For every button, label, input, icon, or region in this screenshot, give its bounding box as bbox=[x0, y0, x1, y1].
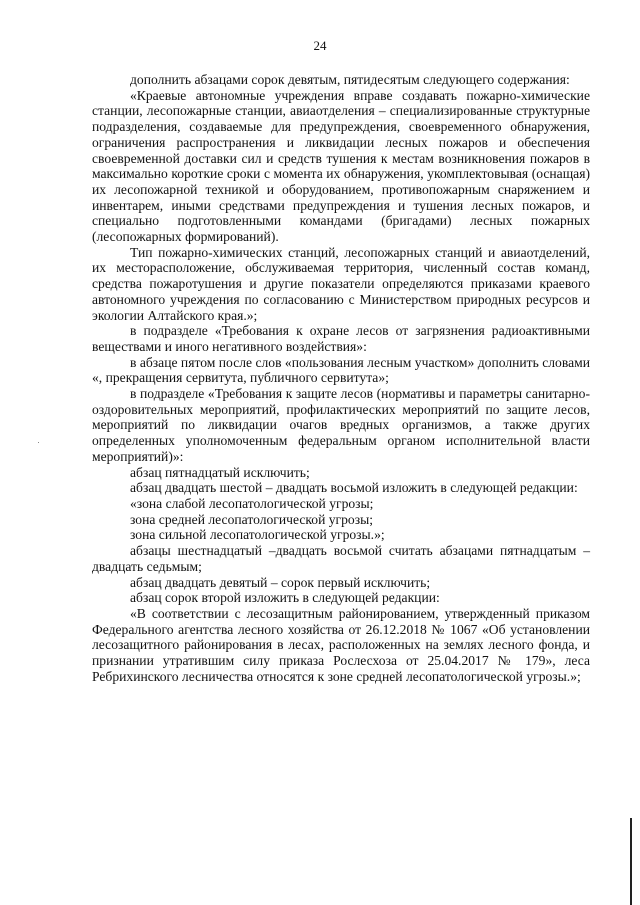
paragraph: Тип пожарно-химических станций, лесопожарных станций и авиаотделений, их месторасположение, обслуживаемая территория, численный состав команд, средства пожаротушения и другие показатели определяются приказами краевого автономного учреждения по согласованию с Министерством природных ресурсов и экологии Алтайского края.»; bbox=[92, 244, 590, 323]
paragraph: «зона слабой лесопатологической угрозы; bbox=[130, 495, 374, 511]
paragraph: зона средней лесопатологической угрозы; bbox=[130, 511, 374, 527]
paragraph: дополнить абзацами сорок девятым, пятидесятым следующего содержания: bbox=[130, 72, 570, 87]
paragraph: в подразделе «Требования к защите лесов (нормативы и параметры санитарно-оздоровительных мероприятий, профилактических мероприятий по защите лесов, мероприятий по ликвидации очагов вредных организмов, а также других определенных уполномоченным федеральным органом исполнительной власти мероприятий)»: bbox=[92, 386, 590, 464]
scan-edge-line bbox=[630, 818, 632, 905]
paragraph: «В соответствии с лесозащитным районированием, утвержденный приказом Федерального агентства лесного хозяйства от 26.12.2018 № 1067 «Об установлении лесозащитного районирования в лесах, расположенных на землях лесного фонда, и признании утратившим силу приказа Рослесхоза от 25.04.2017 № 179», леса Ребрихинского лесничества относятся к зоне средней лесопатологической угрозы.»; bbox=[92, 605, 590, 684]
paragraph: абзац двадцать шестой – двадцать восьмой изложить в следующей редакции: bbox=[130, 480, 578, 496]
paragraph: абзац пятнадцатый исключить; bbox=[130, 464, 310, 480]
scan-speck bbox=[38, 442, 39, 443]
document-body bbox=[92, 72, 590, 684]
paragraph: зона сильной лесопатологической угрозы.»; bbox=[130, 527, 385, 543]
paragraph: абзац двадцать девятый – сорок первый исключить; bbox=[130, 574, 431, 590]
paragraph: в подразделе «Требования к охране лесов от загрязнения радиоактивными веществами и иного негативного воздействия»: bbox=[92, 323, 590, 354]
paragraph: абзац сорок второй изложить в следующей редакции: bbox=[130, 590, 440, 606]
paragraph: «Краевые автономные учреждения вправе создавать пожарно-химические станции, лесопожарные станции, авиаотделения – специализированные структурные подразделения, создаваемые для предупреждения, своевременного обнаружения, ограничения распространения и ликвидации лесных пожаров и обеспечения своевременной доставки сил и средств тушения к местам возникновения пожаров в максимально короткие сроки с момента их обнаружения, укомплектовывая (оснащая) их лесопожарной техникой и оборудованием, противопожарным снаряжением и инвентарем, иными средствами предупреждения и тушения лесных пожаров, и специально подготовленными командами (бригадами) лесных пожарных (лесопожарных формирований). bbox=[92, 87, 590, 245]
paragraph: абзацы шестнадцатый –двадцать восьмой считать абзацами пятнадцатым – двадцать седьмым; bbox=[92, 543, 590, 574]
paragraph: в абзаце пятом после слов «пользования лесным участком» дополнить словами «, прекращения сервитута, публичного сервитута»; bbox=[92, 354, 590, 386]
page-number: 24 bbox=[313, 38, 327, 53]
